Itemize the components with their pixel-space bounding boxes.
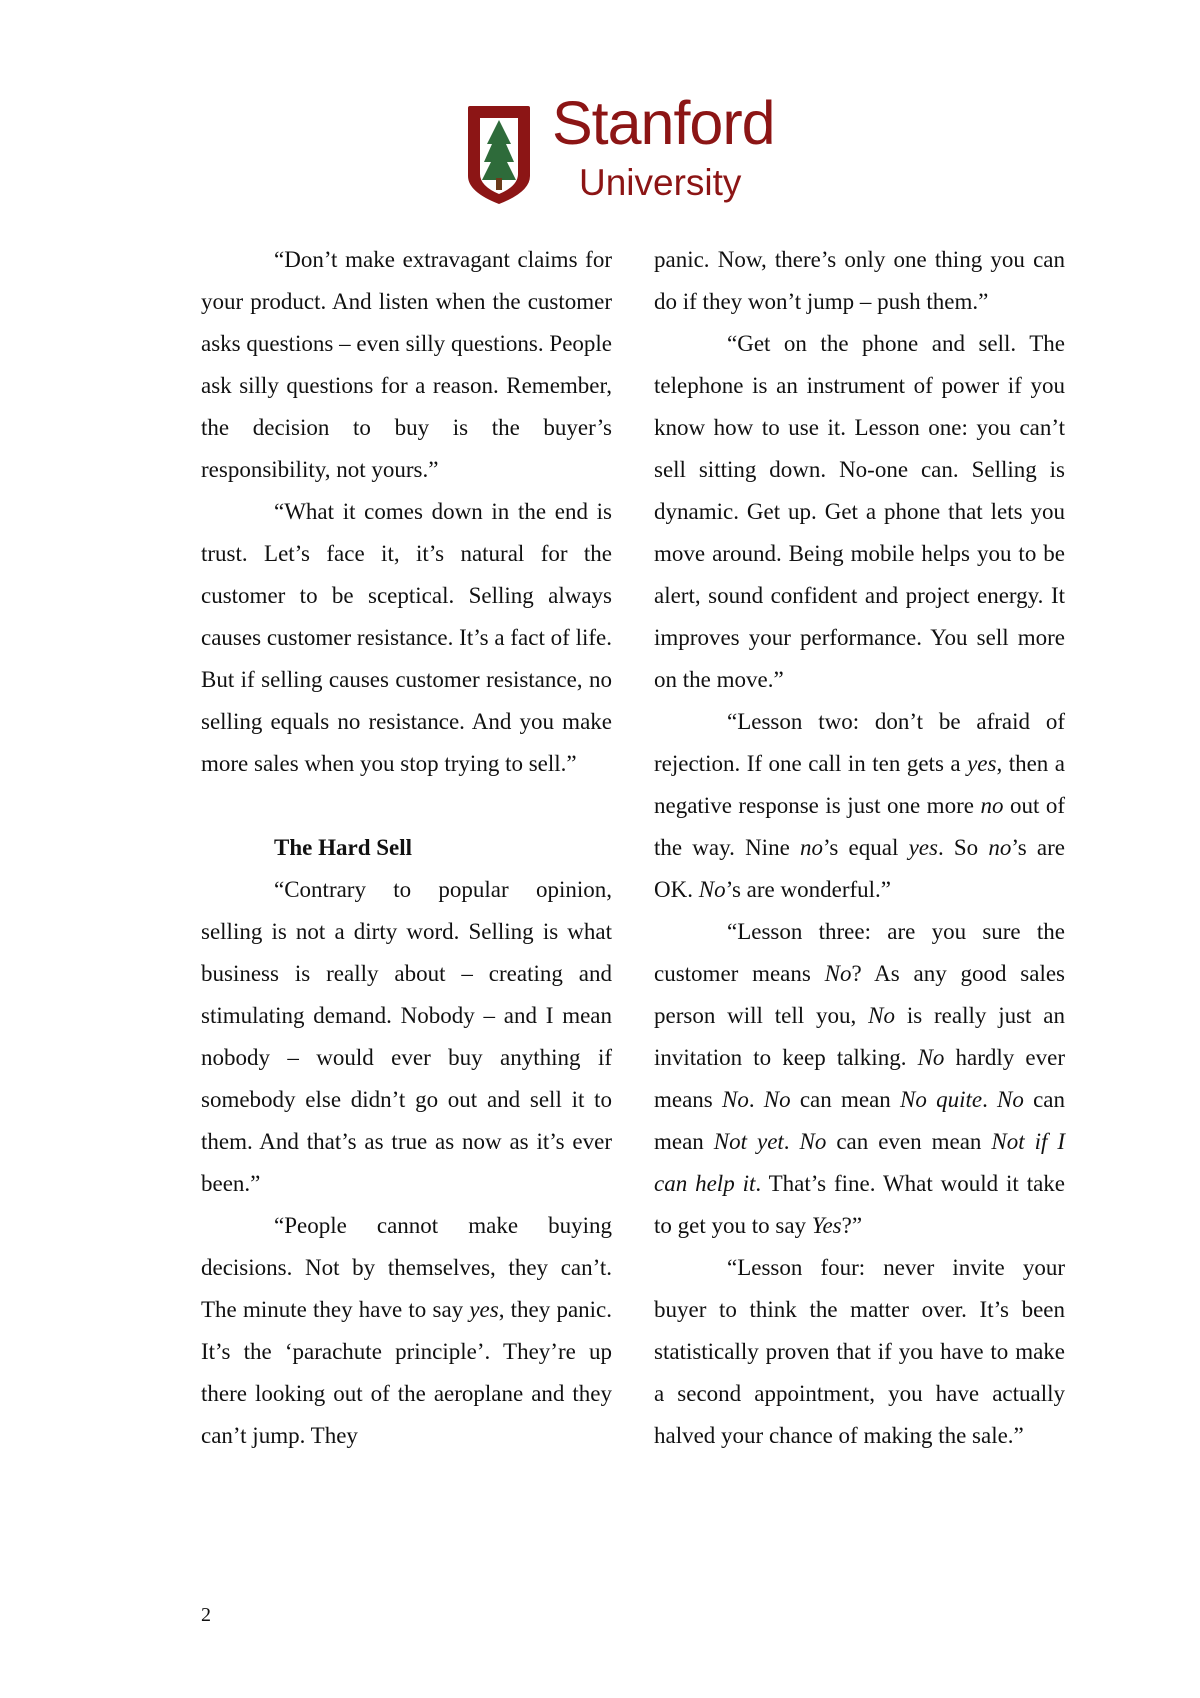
emphasis: No quite (900, 1087, 983, 1112)
stanford-shield-icon (466, 104, 532, 206)
emphasis: Not if I can help it (654, 1129, 1065, 1196)
right-column (654, 239, 1065, 1457)
emphasis: No (997, 1087, 1024, 1112)
emphasis: no (980, 793, 1004, 818)
emphasis: no (988, 835, 1012, 860)
paragraph: “Lesson four: never invite your buyer to think the matter over. It’s been statistically proven that if you have to make a second appointment, you have actually halved your chance of making the sale.” (654, 1255, 1065, 1448)
emphasis: No (763, 1087, 791, 1112)
paragraph: “Lesson three: are you sure the customer means No? As any good sales person will tell you, No is really just an invitation to keep talking. No hardly ever means No. No can mean No quite. No can mean Not yet. No can even mean Not if I can help it. That’s fine. What would it take to get you to say Yes?” (654, 919, 1066, 1238)
paragraph: “What it comes down in the end is trust. Let’s face it, it’s natural for the customer to be sceptical. Selling always causes customer resistance. It’s a fact of life. But if selling causes customer resistance, no selling equals no resistance. And you make more sales when you stop trying to sell.” (201, 499, 612, 776)
emphasis: No (799, 1129, 827, 1154)
logo-text-university: University (579, 162, 742, 203)
paragraph: “People cannot make buying decisions. Not by themselves, they can’t. The minute they have to say yes, they panic. It’s the ‘parachute principle’. They’re up there looking out of the aeroplane and they can’t jump. They (201, 1213, 613, 1448)
left-column (201, 239, 612, 1457)
emphasis: No (917, 1045, 945, 1070)
emphasis: No (721, 1087, 749, 1112)
emphasis: Yes (811, 1213, 842, 1238)
paragraph-continued: panic. Now, there’s only one thing you can do if they won’t jump – push them.” (654, 247, 1065, 314)
emphasis: yes (908, 835, 938, 860)
paragraph: “Contrary to popular opinion, selling is not a dirty word. Selling is what business is really about – creating and stimulating demand. Nobody – and I mean nobody – would ever buy anything if somebody else didn’t go out and sell it to them. And that’s as true as now as it’s ever been.” (201, 877, 612, 1196)
logo-text-stanford: Stanford (552, 89, 775, 157)
emphasis: Not yet (713, 1129, 784, 1154)
section-heading: The Hard Sell (274, 835, 413, 860)
page-number: 2 (201, 1604, 211, 1626)
paragraph: “Lesson two: don’t be afraid of rejection. If one call in ten gets a yes, then a negative response is just one more no out of the way. Nine no’s equal yes. So no’s are OK. No’s are wonderful.” (654, 709, 1066, 902)
emphasis: No (824, 961, 852, 986)
emphasis: yes (967, 751, 997, 776)
stanford-logo (466, 89, 802, 214)
paragraph: “Don’t make extravagant claims for your product. And listen when the customer asks questions – even silly questions. People ask silly questions for a reason. Remember, the decision to buy is the buyer’s responsibility, not yours.” (201, 247, 612, 482)
emphasis: yes (469, 1297, 499, 1322)
emphasis: no (800, 835, 823, 860)
emphasis: No (868, 1003, 895, 1028)
paragraph: “Get on the phone and sell. The telephone is an instrument of power if you know how to use it. Lesson one: you can’t sell sitting down. No-one can. Selling is dynamic. Get up. Get a phone that lets you move around. Being mobile helps you to be alert, sound confident and project energy. It improves your performance. You sell more on the move.” (654, 331, 1065, 692)
emphasis: No (698, 877, 726, 902)
